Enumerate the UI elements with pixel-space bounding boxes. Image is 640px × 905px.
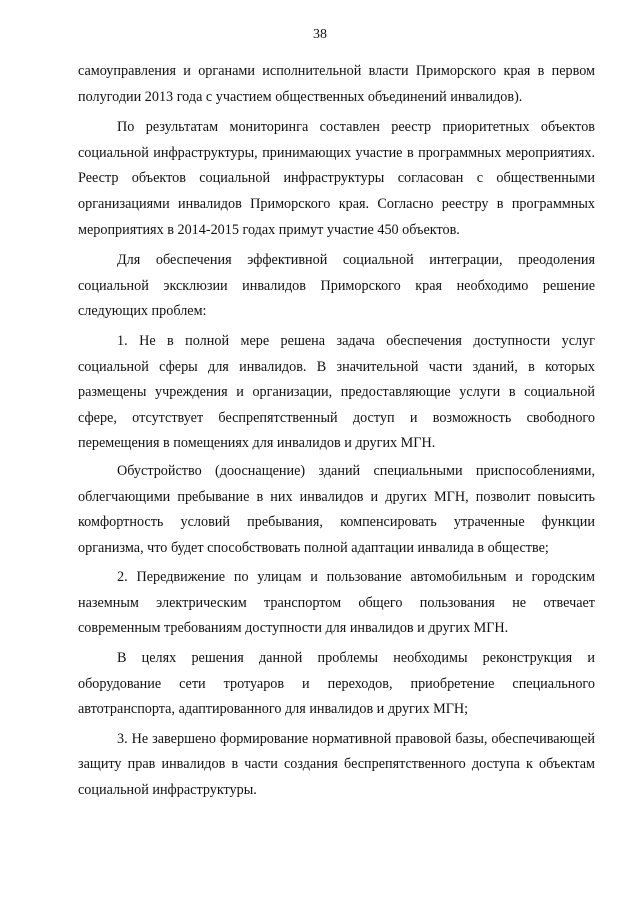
paragraph-problem-2: 2. Передвижение по улицам и пользование автомобильным и городским наземным электрическим транспортом общего пользования не отвечает современным требованиям доступности для инвалидов и других МГН. xyxy=(78,569,595,637)
paragraph-building-equipment: Обустройство (дооснащение) зданий специальными приспособлениями, облегчающими пребывание в них инвалидов и других МГН, позволит повысить комфортность условий пребывания, компенсировать утраченные функции организма, что будет способствовать полной адаптации инвалида в обществе; xyxy=(78,462,595,556)
paragraph-transport-solution: В целях решения данной проблемы необходимы реконструкция и оборудование сети тротуаров и переходов, приобретение специального автотранспорта, адаптированного для инвалидов и других МГН; xyxy=(78,650,595,718)
document-body xyxy=(78,59,595,804)
paragraph-continuation: самоуправления и органами исполнительной власти Приморского края в первом полугодии 2013 года с участием общественных объединений инвалидов). xyxy=(78,63,595,105)
page-number: 38 xyxy=(313,27,327,42)
paragraph-problem-3: 3. Не завершено формирование нормативной правовой базы, обеспечивающей защиту прав инвалидов в части создания беспрепятственного доступа к объектам социальной инфраструктуры. xyxy=(78,730,595,799)
paragraph-monitoring-results: По результатам мониторинга составлен реестр приоритетных объектов социальной инфраструктуры, принимающих участие в программных мероприятиях. Реестр объектов социальной инфраструктуры согласован с общественными организациями инвалидов Приморского края. Согласно реестру в программных мероприятиях в 2014-2015 годах примут участие 450 объектов. xyxy=(78,119,595,238)
paragraph-problem-1: 1. Не в полной мере решена задача обеспечения доступности услуг социальной сферы для инвалидов. В значительной части зданий, в которых размещены учреждения и организации, предоставляющие услуги в социальной сфере, отсутствует беспрепятственный доступ и возможность свободного перемещения в помещениях для инвалидов и других МГН. xyxy=(78,332,595,452)
paragraph-problems-intro: Для обеспечения эффективной социальной интеграции, преодоления социальной эксклюзии инвалидов Приморского края необходимо решение следующих проблем: xyxy=(78,252,595,320)
